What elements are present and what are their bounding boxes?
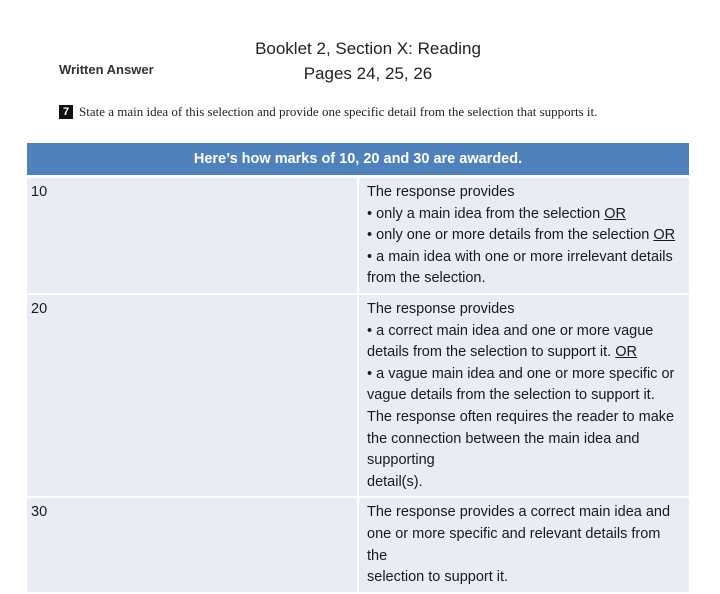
- description-line: selection to support it.: [367, 569, 509, 586]
- title-line-1: Booklet 2, Section X: Reading: [255, 39, 481, 58]
- rubric-row-30: [27, 497, 689, 592]
- description-line: The response provides: [367, 300, 515, 317]
- section-label: Written Answer: [59, 62, 154, 77]
- or-connector: OR: [615, 344, 637, 361]
- description-line: The response provides: [367, 184, 515, 200]
- question-text: State a main idea of this selection and provide one specific detail from the selection that supports it.: [79, 104, 598, 119]
- rubric-row-20: [27, 294, 689, 497]
- description-line: • only one or more details from the selection OR: [367, 227, 676, 244]
- question-number-badge: 7: [59, 105, 73, 119]
- description-line: • a main idea with one or more irrelevant details from the selection.: [367, 248, 673, 287]
- description-line: • a correct main idea and one or more vague details from the selection to support it. OR: [367, 322, 654, 361]
- description-line: • a vague main idea and one or more specific or vague details from the selection to support it.: [367, 365, 675, 404]
- description-cell: [358, 294, 689, 497]
- or-connector: OR: [604, 205, 626, 222]
- description-cell: [358, 177, 689, 294]
- description-cell: [358, 497, 689, 592]
- description-line: • only a main idea from the selection OR: [367, 205, 626, 222]
- question-prompt: [59, 104, 659, 120]
- description-line: The response often requires the reader to make the connection between the main idea and supporting: [367, 408, 675, 469]
- description-line: The response provides a correct main idea and one or more specific and relevant details from the: [367, 504, 671, 564]
- score-cell: 20: [27, 294, 358, 497]
- or-connector: OR: [653, 227, 676, 244]
- score-cell: 30: [27, 497, 358, 592]
- score-cell: 10: [27, 177, 358, 294]
- rubric-row-10: [27, 177, 689, 294]
- rubric-table: [27, 143, 689, 594]
- rubric-header: Here’s how marks of 10, 20 and 30 are awarded.: [27, 143, 689, 177]
- title-line-2: Pages 24, 25, 26: [303, 64, 433, 83]
- description-line: detail(s).: [367, 473, 423, 490]
- page-title: [200, 36, 536, 86]
